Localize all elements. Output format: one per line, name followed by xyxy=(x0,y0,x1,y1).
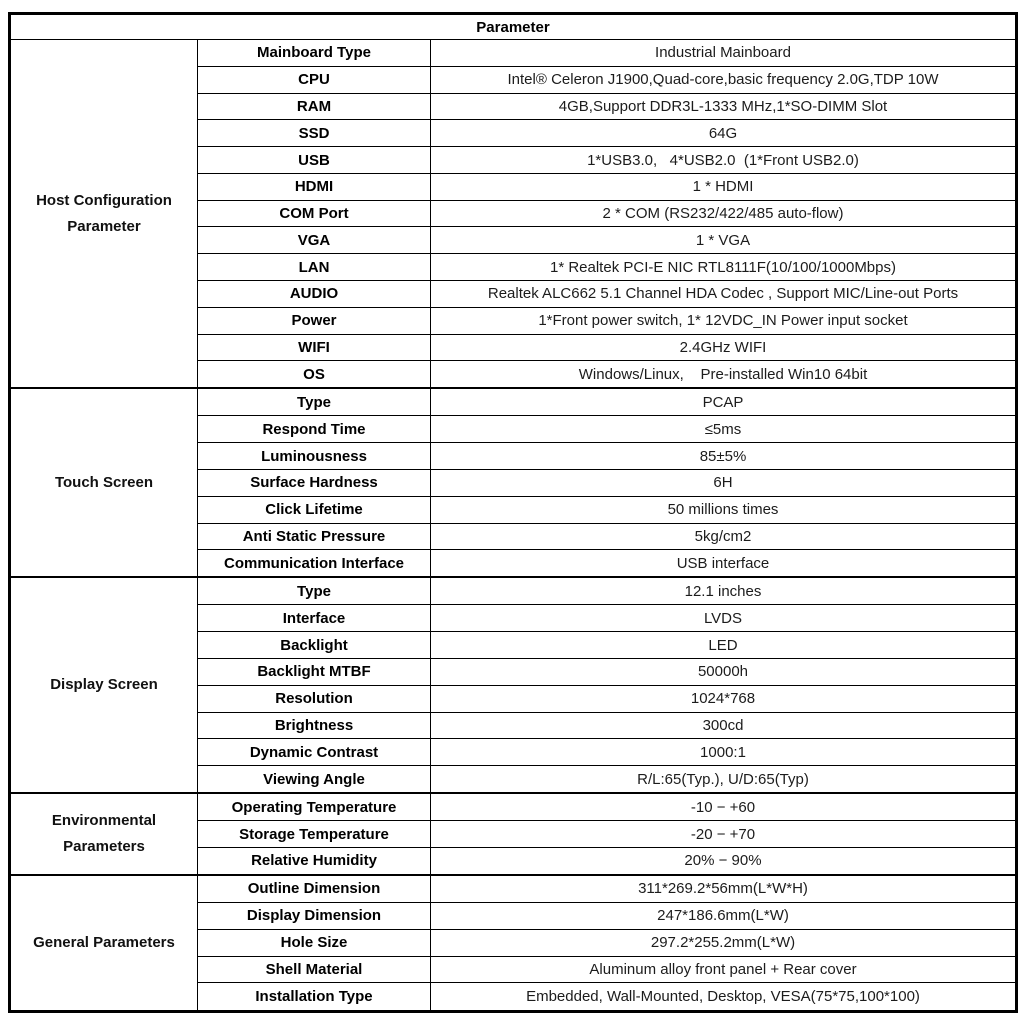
param-name-cell: Interface xyxy=(198,605,431,632)
group-cell-touch-screen xyxy=(10,388,198,577)
param-name-cell: Brightness xyxy=(198,712,431,739)
table-row xyxy=(10,40,1017,67)
table-title: Parameter xyxy=(10,14,1017,40)
param-value-cell: Intel® Celeron J1900,Quad-core,basic frequency 2.0G,TDP 10W xyxy=(431,66,1017,93)
param-name-cell: Viewing Angle xyxy=(198,766,431,794)
param-name-cell: Type xyxy=(198,388,431,416)
param-name-cell: RAM xyxy=(198,93,431,120)
param-value-cell: 297.2*255.2mm(L*W) xyxy=(431,929,1017,956)
param-name-cell: Communication Interface xyxy=(198,550,431,578)
group-label: Host Configuration Parameter xyxy=(36,191,172,235)
group-cell-host-configuration-parameter xyxy=(10,40,198,389)
param-name-cell: LAN xyxy=(198,254,431,281)
param-value-cell: 5kg/cm2 xyxy=(431,523,1017,550)
param-value-cell: 1*Front power switch, 1* 12VDC_IN Power input socket xyxy=(431,307,1017,334)
param-value-cell: Aluminum alloy front panel + Rear cover xyxy=(431,956,1017,983)
param-name-cell: Surface Hardness xyxy=(198,470,431,497)
param-name-cell: WIFI xyxy=(198,334,431,361)
param-value-cell: 4GB,Support DDR3L-1333 MHz,1*SO-DIMM Slot xyxy=(431,93,1017,120)
param-value-cell: Industrial Mainboard xyxy=(431,40,1017,67)
param-name-cell: Dynamic Contrast xyxy=(198,739,431,766)
param-name-cell: Display Dimension xyxy=(198,903,431,930)
param-name-cell: Hole Size xyxy=(198,929,431,956)
table-row xyxy=(10,793,1017,821)
table-row xyxy=(10,577,1017,605)
param-value-cell: 20% − 90% xyxy=(431,847,1017,875)
param-name-cell: USB xyxy=(198,147,431,174)
param-name-cell: Power xyxy=(198,307,431,334)
table-header-row xyxy=(10,14,1017,40)
param-name-cell: COM Port xyxy=(198,200,431,227)
param-value-cell: 50 millions times xyxy=(431,496,1017,523)
param-value-cell: PCAP xyxy=(431,388,1017,416)
param-name-cell: Backlight MTBF xyxy=(198,658,431,685)
param-value-cell: Windows/Linux, Pre-installed Win10 64bit xyxy=(431,361,1017,389)
group-cell-environmental-parameters xyxy=(10,793,198,875)
param-value-cell: 1000:1 xyxy=(431,739,1017,766)
param-name-cell: HDMI xyxy=(198,173,431,200)
param-name-cell: CPU xyxy=(198,66,431,93)
param-name-cell: Installation Type xyxy=(198,983,431,1012)
param-value-cell: 1 * HDMI xyxy=(431,173,1017,200)
param-name-cell: Storage Temperature xyxy=(198,821,431,848)
group-label: Touch Screen xyxy=(54,473,154,491)
group-label: Display Screen xyxy=(50,676,158,694)
param-name-cell: SSD xyxy=(198,120,431,147)
param-value-cell: 12.1 inches xyxy=(431,577,1017,605)
param-name-cell: Respond Time xyxy=(198,416,431,443)
param-value-cell: LVDS xyxy=(431,605,1017,632)
table-row xyxy=(10,388,1017,416)
param-name-cell: AUDIO xyxy=(198,281,431,308)
param-value-cell: 1 * VGA xyxy=(431,227,1017,254)
param-name-cell: Anti Static Pressure xyxy=(198,523,431,550)
param-name-cell: Backlight xyxy=(198,632,431,659)
param-value-cell: 64G xyxy=(431,120,1017,147)
param-value-cell: -20 − +70 xyxy=(431,821,1017,848)
param-name-cell: VGA xyxy=(198,227,431,254)
group-cell-display-screen xyxy=(10,577,198,793)
param-value-cell: Embedded, Wall-Mounted, Desktop, VESA(75*75,100*100) xyxy=(431,983,1017,1012)
param-value-cell: 300cd xyxy=(431,712,1017,739)
param-value-cell: 85±5% xyxy=(431,443,1017,470)
param-value-cell: 2.4GHz WIFI xyxy=(431,334,1017,361)
param-name-cell: OS xyxy=(198,361,431,389)
param-value-cell: 247*186.6mm(L*W) xyxy=(431,903,1017,930)
param-value-cell: USB interface xyxy=(431,550,1017,578)
param-value-cell: R/L:65(Typ.), U/D:65(Typ) xyxy=(431,766,1017,794)
param-value-cell: 311*269.2*56mm(L*W*H) xyxy=(431,875,1017,903)
param-name-cell: Outline Dimension xyxy=(198,875,431,903)
param-name-cell: Click Lifetime xyxy=(198,496,431,523)
param-value-cell: 1024*768 xyxy=(431,685,1017,712)
param-name-cell: Operating Temperature xyxy=(198,793,431,821)
param-value-cell: 2 * COM (RS232/422/485 auto-flow) xyxy=(431,200,1017,227)
param-value-cell: 50000h xyxy=(431,658,1017,685)
param-name-cell: Relative Humidity xyxy=(198,847,431,875)
spec-table xyxy=(8,12,1018,1013)
param-name-cell: Resolution xyxy=(198,685,431,712)
param-value-cell: -10 − +60 xyxy=(431,793,1017,821)
group-label: General Parameters xyxy=(33,933,175,951)
group-cell-general-parameters xyxy=(10,875,198,1012)
param-value-cell: 1*USB3.0, 4*USB2.0 (1*Front USB2.0) xyxy=(431,147,1017,174)
param-value-cell: ≤5ms xyxy=(431,416,1017,443)
param-value-cell: 6H xyxy=(431,470,1017,497)
param-value-cell: 1* Realtek PCI-E NIC RTL8111F(10/100/1000Mbps) xyxy=(431,254,1017,281)
param-name-cell: Mainboard Type xyxy=(198,40,431,67)
param-name-cell: Luminousness xyxy=(198,443,431,470)
param-value-cell: Realtek ALC662 5.1 Channel HDA Codec , Support MIC/Line-out Ports xyxy=(431,281,1017,308)
param-name-cell: Shell Material xyxy=(198,956,431,983)
group-label: Environmental Parameters xyxy=(51,812,157,856)
param-value-cell: LED xyxy=(431,632,1017,659)
table-row xyxy=(10,875,1017,903)
param-name-cell: Type xyxy=(198,577,431,605)
spec-table-body xyxy=(10,40,1017,1012)
